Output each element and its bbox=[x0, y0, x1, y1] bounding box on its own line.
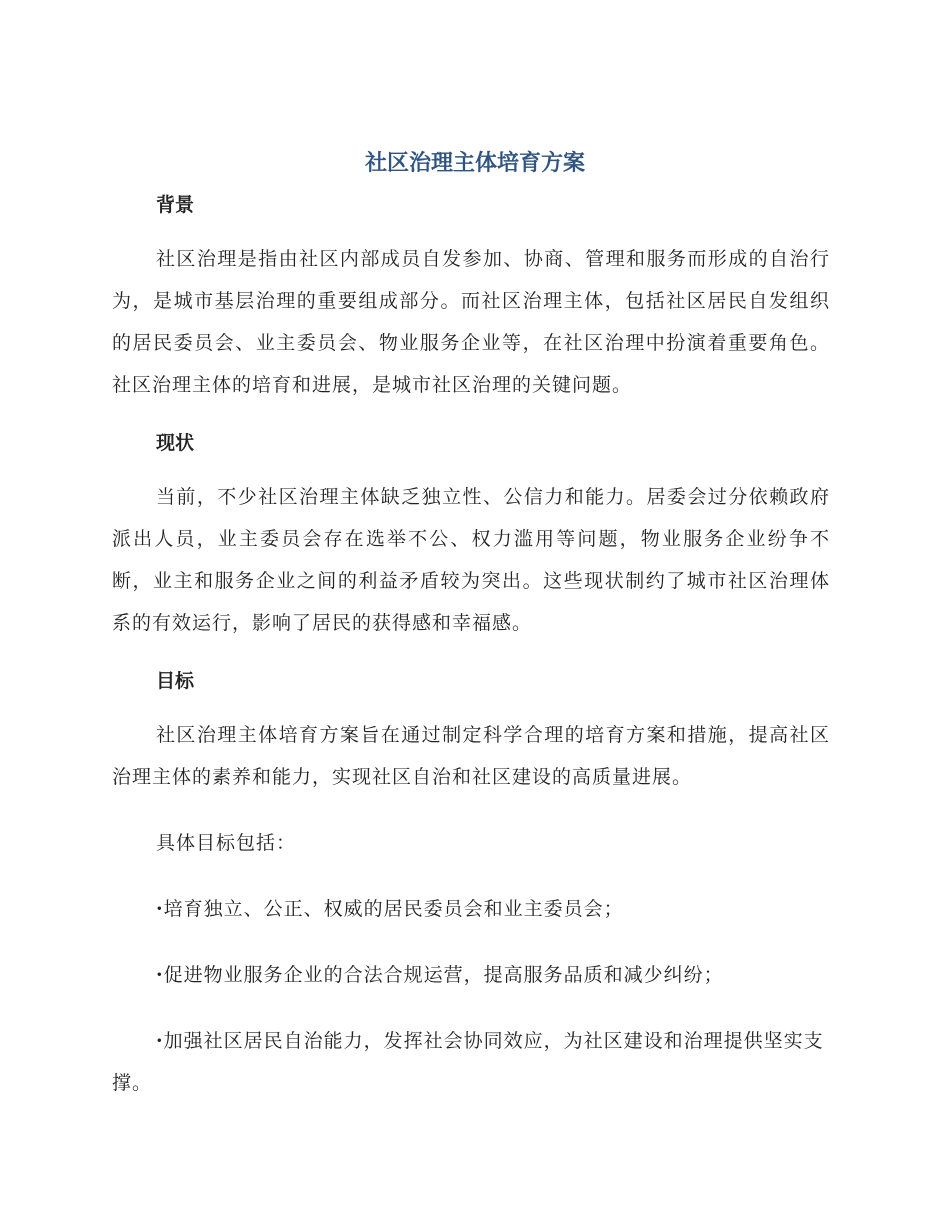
background-paragraph: 社区治理是指由社区内部成员自发参加、协商、管理和服务而形成的自治行为，是城市基层治理的重要组成部分。而社区治理主体，包括社区居民自发组织的居民委员会、业主委员会、物业服务企业等，在社区治理中扮演着重要角色。社区治理主体的培育和进展，是城市社区治理的关键问题。 bbox=[112, 248, 830, 396]
bullet-symbol: · bbox=[156, 964, 164, 986]
section-heading-goals: 目标 bbox=[156, 670, 195, 692]
goal-bullet-text: 促进物业服务企业的合法合规运营，提高服务品质和减少纠纷； bbox=[163, 964, 724, 986]
bullet-symbol: · bbox=[156, 1030, 164, 1052]
goal-bullet-item bbox=[112, 1020, 830, 1104]
section-heading-background: 背景 bbox=[156, 194, 195, 216]
goal-bullet-item bbox=[112, 954, 830, 996]
goal-bullet-item bbox=[112, 888, 830, 930]
goals-paragraph: 社区治理主体培育方案旨在通过制定科学合理的培育方案和措施，提高社区治理主体的素养和能力，实现社区自治和社区建设的高质量进展。 bbox=[112, 724, 830, 788]
goal-bullet-text: 加强社区居民自治能力，发挥社会协同效应，为社区建设和治理提供坚实支撑。 bbox=[112, 1030, 824, 1094]
document-title: 社区治理主体培育方案 bbox=[364, 151, 585, 176]
goal-bullet-text: 培育独立、公正、权威的居民委员会和业主委员会； bbox=[163, 898, 624, 920]
section-heading-status: 现状 bbox=[156, 432, 195, 454]
goals-intro: 具体目标包括： bbox=[156, 832, 297, 854]
document-body bbox=[112, 190, 830, 1104]
status-paragraph: 当前，不少社区治理主体缺乏独立性、公信力和能力。居委会过分依赖政府派出人员，业主委员会存在选举不公、权力滥用等问题，物业服务企业纷争不断，业主和服务企业之间的利益矛盾较为突出。这些现状制约了城市社区治理体系的有效运行，影响了居民的获得感和幸福感。 bbox=[112, 486, 830, 634]
bullet-symbol: · bbox=[156, 898, 164, 920]
